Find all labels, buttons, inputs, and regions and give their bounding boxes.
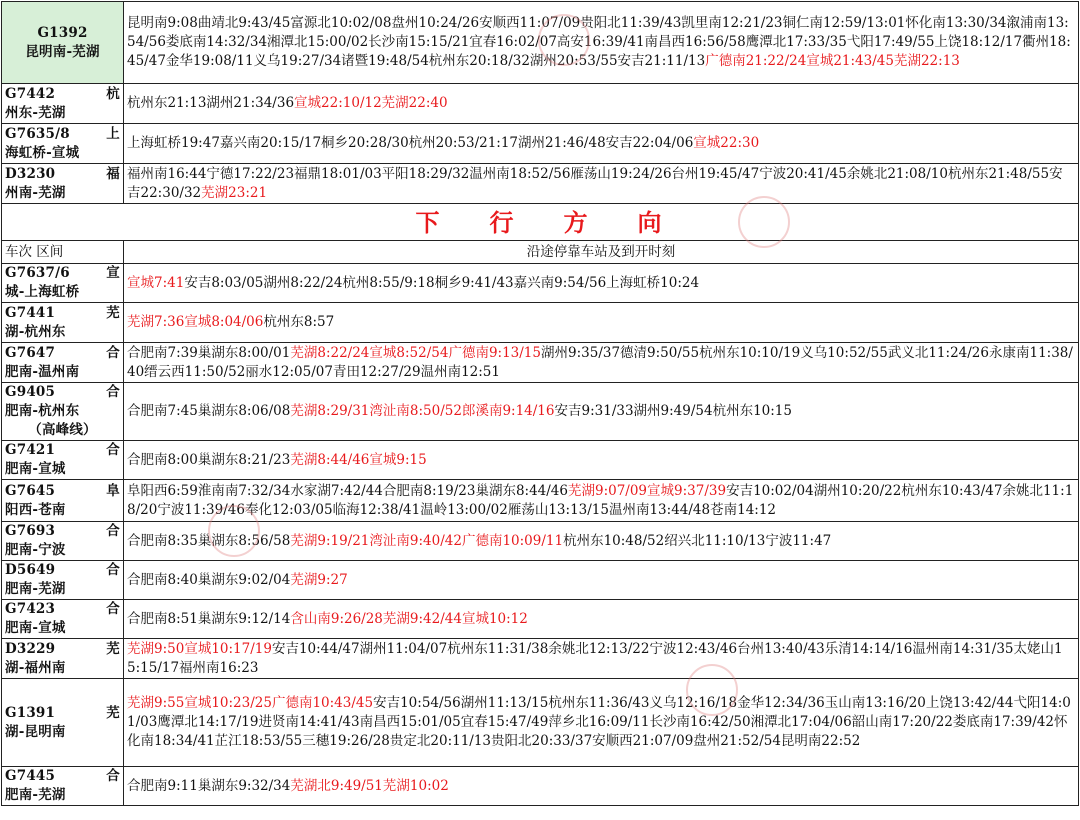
train-number: D5649	[5, 562, 56, 578]
train-code-line	[5, 522, 120, 541]
route-name: 肥南-宣城	[5, 461, 66, 477]
train-number: G9405	[5, 384, 56, 400]
route-start-char: 芜	[106, 704, 120, 721]
header-train-col: 车次 区间	[2, 241, 124, 264]
highlighted-stops: 芜湖8:29/31湾沚南8:50/52郎溪南9:14/16	[290, 403, 555, 419]
route-name: 州东-芜湖	[5, 104, 66, 121]
section-title: 下行方向	[2, 204, 1079, 241]
route-name: 湖-昆明南	[5, 723, 66, 740]
stops-text: 安吉8:03/05湖州8:22/24杭州8:55/9:18桐乡9:41/43嘉兴南9:54/56上海虹桥10:24	[184, 274, 700, 291]
train-row	[2, 264, 1079, 303]
train-cell	[2, 2, 124, 84]
stops-text: 合肥南7:39巢湖东8:00/01	[127, 344, 291, 361]
route-start-char: 合	[106, 523, 120, 539]
highlighted-stops: 宣城22:10/12芜湖22:40	[294, 95, 448, 111]
train-number: D3229	[5, 640, 56, 657]
stops-cell	[124, 441, 1079, 480]
train-code-line	[5, 304, 120, 323]
stops-text: 合肥南8:51巢湖东9:12/14	[127, 610, 291, 627]
train-code-line	[5, 482, 120, 501]
train-row	[2, 679, 1079, 767]
train-code-line	[5, 561, 120, 580]
train-number: G7423	[5, 601, 56, 617]
train-row	[2, 639, 1079, 679]
route-name: 昆明南-芜湖	[25, 43, 100, 60]
stops-text: 阜阳西6:59淮南南7:32/34水家湖7:42/44合肥南8:19/23巢湖东8:44/46	[127, 482, 568, 499]
train-cell	[2, 600, 124, 639]
train-code-line	[5, 125, 120, 144]
train-number: G7693	[5, 523, 56, 539]
highlighted-stops: 含山南9:26/28芜湖9:42/44宣城10:12	[290, 610, 528, 627]
train-number: G7645	[5, 482, 56, 499]
train-row	[2, 561, 1079, 600]
highlighted-stops: 宣城22:30	[693, 135, 760, 151]
route-start-char: 芜	[106, 304, 120, 321]
route-start-char: 宣	[106, 265, 120, 281]
route-start-char: 杭	[106, 85, 120, 102]
train-cell	[2, 561, 124, 600]
highlighted-stops: 芜湖9:50宣城10:17/19	[127, 640, 272, 657]
route-name: 肥南-芜湖	[5, 787, 66, 803]
train-cell	[2, 303, 124, 343]
train-cell	[2, 441, 124, 480]
route-name: 湖-福州南	[5, 659, 66, 676]
stops-text: 安吉10:02/04湖州10:20/22杭州东10:43/47余姚北11:18/20宁波11:39/46奉化12:03/05临海12:38/41温岭13:00/02雁荡山13:13/15温州南13:44/48苍南14:12	[127, 482, 1074, 518]
stops-cell	[124, 767, 1079, 806]
stops-text: 昆明南9:08曲靖北9:43/45富源北10:02/08盘州10:24/26安顺西11:07/09贵阳北11:39/43凯里南12:21/23铜仁南12:59/13:01怀化南13:30/34溆浦南13:54/56娄底南14:32/34湘潭北15:00/02长沙南15:15/21宜春16:02/07高安16:39/41南昌西16:56/58鹰潭北17:33/35弋阳17:49/55上饶18:12/17衢州18:45/47金华19:08/11义乌19:27/34诸暨19:48/54杭州东20:18/32湖州20:53/55安吉21:11/13	[127, 15, 1071, 69]
route-start-char: 上	[106, 125, 120, 142]
train-number: G1391	[5, 704, 56, 721]
train-code-line	[5, 767, 120, 786]
train-number: G1392	[37, 24, 88, 41]
stops-text: 合肥南9:11巢湖东9:32/34	[127, 777, 291, 794]
train-row	[2, 441, 1079, 480]
train-row	[2, 84, 1079, 124]
watermark-seal	[538, 14, 590, 66]
stops-cell	[124, 480, 1079, 522]
stops-text: 合肥南8:00巢湖东8:21/23	[127, 451, 291, 468]
train-cell	[2, 84, 124, 124]
train-code-line	[5, 344, 120, 363]
route-start-char: 合	[106, 562, 120, 578]
train-code-line	[5, 24, 120, 43]
stops-cell	[124, 600, 1079, 639]
stops-text: 合肥南7:45巢湖东8:06/08	[127, 403, 291, 419]
train-number: G7637/6	[5, 265, 70, 281]
section-title-row	[2, 204, 1079, 241]
timetable	[1, 1, 1079, 806]
highlighted-stops: 芜湖9:07/09宣城9:37/39	[567, 482, 727, 499]
route-start-char: 阜	[106, 482, 120, 499]
train-code-line	[5, 85, 120, 104]
train-row	[2, 480, 1079, 522]
stops-cell	[124, 343, 1079, 383]
stops-text: 合肥南8:40巢湖东9:02/04	[127, 571, 291, 588]
stops-cell	[124, 679, 1079, 767]
route-start-char: 合	[106, 601, 120, 617]
train-code-line	[5, 165, 120, 184]
route-start-char: 芜	[106, 640, 120, 657]
route-name: 肥南-宣城	[5, 620, 66, 636]
train-cell	[2, 639, 124, 679]
highlighted-stops: 芜湖7:36宣城8:04/06	[127, 314, 264, 330]
train-code-line	[5, 640, 120, 659]
stops-cell	[124, 124, 1079, 164]
train-row	[2, 522, 1079, 561]
stops-text: 安吉9:31/33湖州9:49/54杭州东10:15	[554, 403, 792, 419]
stops-text: 合肥南8:35巢湖东8:56/58	[127, 532, 291, 549]
route-start-char: 合	[106, 384, 120, 400]
highlighted-stops: 芜湖23:21	[201, 184, 268, 201]
highlighted-stops: 宣城7:41	[127, 274, 185, 291]
train-number: D3230	[5, 165, 56, 182]
route-start-char: 福	[106, 165, 120, 182]
route-name: 州南-芜湖	[5, 184, 66, 201]
train-code-line	[5, 600, 120, 619]
train-code-line	[5, 704, 120, 723]
train-row	[2, 124, 1079, 164]
stops-cell	[124, 522, 1079, 561]
train-cell	[2, 164, 124, 204]
highlighted-stops: 芜湖8:44/46宣城9:15	[290, 451, 427, 468]
train-row	[2, 343, 1079, 383]
stops-cell	[124, 383, 1079, 441]
route-start-char: 合	[106, 442, 120, 458]
train-row	[2, 600, 1079, 639]
train-cell	[2, 522, 124, 561]
route-name: 肥南-温州南	[5, 363, 80, 380]
stops-cell	[124, 84, 1079, 124]
route-name: 城-上海虹桥	[5, 284, 80, 300]
route-name: 肥南-杭州东	[5, 403, 80, 419]
train-code-line	[5, 383, 120, 402]
train-cell	[2, 383, 124, 441]
train-row	[2, 164, 1079, 204]
train-row	[2, 767, 1079, 806]
stops-text: 上海虹桥19:47嘉兴南20:15/17桐乡20:28/30杭州20:53/21:17湖州21:46/48安吉22:04/06	[127, 135, 694, 151]
highlighted-stops: 芜湖北9:49/51芜湖10:02	[290, 777, 449, 794]
train-number: G7445	[5, 768, 56, 784]
train-cell	[2, 767, 124, 806]
watermark-seal	[738, 196, 790, 248]
highlighted-stops: 芜湖9:55宣城10:23/25广德南10:43/45	[127, 695, 374, 711]
route-start-char: 合	[106, 344, 120, 361]
stops-cell	[124, 264, 1079, 303]
train-code-line	[5, 441, 120, 460]
lower-section	[2, 264, 1079, 806]
highlighted-stops: 芜湖8:22/24宣城8:52/54广德南9:13/15	[290, 344, 541, 361]
train-number: G7647	[5, 344, 56, 361]
direction-section	[2, 204, 1079, 264]
train-number: G7421	[5, 442, 56, 458]
stops-cell	[124, 561, 1079, 600]
train-number: G7442	[5, 85, 56, 102]
train-row	[2, 383, 1079, 441]
watermark-seal	[208, 505, 260, 557]
train-row	[2, 303, 1079, 343]
header-row	[2, 241, 1079, 264]
route-note: （高峰线）	[28, 422, 97, 438]
train-cell	[2, 264, 124, 303]
train-cell	[2, 480, 124, 522]
route-name: 湖-杭州东	[5, 323, 66, 340]
route-name: 肥南-宁波	[5, 542, 66, 558]
route-name: 海虹桥-宣城	[5, 144, 80, 161]
highlighted-stops: 广德南21:22/24宣城21:43/45芜湖22:13	[705, 53, 960, 69]
stops-text: 安吉10:44/47湖州11:04/07杭州东11:31/38余姚北12:13/22宁波12:43/46台州13:40/43乐清14:14/16温州南14:31/35太姥山15:15/17福州南16:23	[127, 640, 1063, 676]
highlighted-stops: 芜湖9:27	[290, 571, 348, 588]
route-name: 阳西-苍南	[5, 501, 66, 518]
train-cell	[2, 679, 124, 767]
stops-cell	[124, 164, 1079, 204]
stops-text: 杭州东10:48/52绍兴北11:10/13宁波11:47	[563, 532, 832, 549]
stops-cell	[124, 303, 1079, 343]
train-number: G7635/8	[5, 125, 70, 142]
stops-text: 杭州东21:13湖州21:34/36	[127, 95, 295, 111]
header-stops-col: 沿途停靠车站及到开时刻	[124, 241, 1079, 264]
stops-text: 杭州东8:57	[263, 314, 335, 330]
stops-cell	[124, 2, 1079, 84]
highlighted-stops: 芜湖9:19/21湾沚南9:40/42广德南10:09/11	[290, 532, 564, 549]
train-cell	[2, 343, 124, 383]
stops-text: 湖州9:35/37德清9:50/55杭州东10:10/19义乌10:52/55武义北11:24/26永康南11:38/40缙云西11:50/52丽水12:05/07青田12:27/29温州南12:51	[127, 344, 1073, 380]
stops-cell	[124, 639, 1079, 679]
route-name: 肥南-芜湖	[5, 581, 66, 597]
watermark-seal	[686, 664, 738, 716]
train-cell	[2, 124, 124, 164]
stops-text: 安吉10:54/56湖州11:13/15杭州东11:36/43义乌12:16/18金华12:34/36玉山南13:16/20上饶13:42/44弋阳14:01/03鹰潭北14:17/19进贤南14:41/43南昌西15:01/05宜春15:47/49萍乡北16:09/11长沙南16:42/50湘潭北17:04/06韶山南17:20/22娄底南17:39/42怀化南18:34/41芷江18:53/55三穗19:26/28贵定北20:11/13贵阳北20:33/37安顺西21:07/09盘州21:52/54昆明南22:52	[127, 695, 1071, 749]
stops-text: 福州南16:44宁德17:22/23福鼎18:01/03平阳18:29/32温州南18:52/56雁荡山19:24/26台州19:45/47宁波20:41/45余姚北21:08/10杭州东21:48/55安吉22:30/32	[127, 165, 1063, 201]
route-start-char: 合	[106, 768, 120, 784]
train-code-line	[5, 264, 120, 283]
train-number: G7441	[5, 304, 56, 321]
